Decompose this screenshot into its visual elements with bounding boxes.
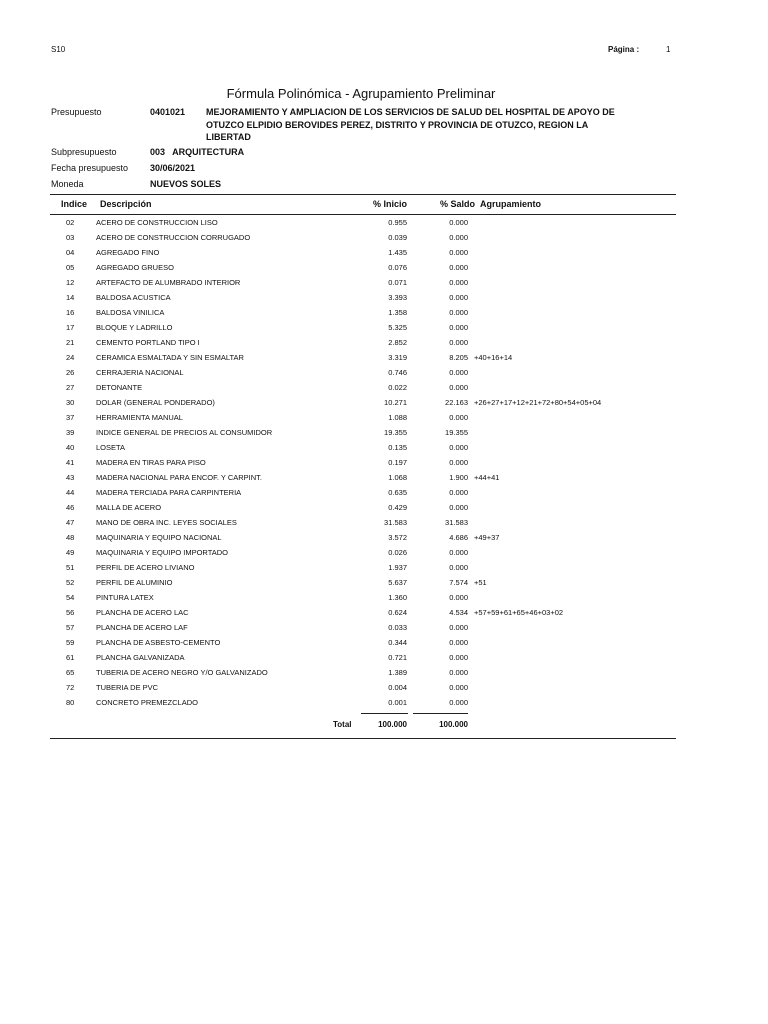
row-saldo: 7.574 (449, 578, 468, 587)
presupuesto-label: Presupuesto (51, 107, 102, 117)
row-saldo: 0.000 (449, 443, 468, 452)
col-header-saldo: % Saldo (439, 199, 475, 209)
row-saldo: 0.000 (449, 458, 468, 467)
row-descripcion: AGREGADO GRUESO (96, 263, 174, 272)
row-saldo: 0.000 (449, 338, 468, 347)
table-row (0, 606, 768, 621)
row-inicio: 0.022 (388, 383, 407, 392)
row-saldo: 8.205 (449, 353, 468, 362)
row-descripcion: BALDOSA ACUSTICA (96, 293, 171, 302)
total-inicio-rule (361, 713, 408, 714)
row-saldo: 1.900 (449, 473, 468, 482)
row-indice: 05 (66, 263, 75, 272)
row-inicio: 1.389 (388, 668, 407, 677)
row-saldo: 0.000 (449, 218, 468, 227)
row-inicio: 0.344 (388, 638, 407, 647)
row-descripcion: ACERO DE CONSTRUCCION CORRUGADO (96, 233, 251, 242)
row-saldo: 0.000 (449, 668, 468, 677)
fecha-label: Fecha presupuesto (51, 163, 129, 173)
row-descripcion: ACERO DE CONSTRUCCION LISO (96, 218, 218, 227)
table-row (0, 696, 768, 711)
row-descripcion: BALDOSA VINILICA (96, 308, 165, 317)
row-indice: 52 (66, 578, 75, 587)
table-row (0, 681, 768, 696)
row-descripcion: MAQUINARIA Y EQUIPO IMPORTADO (96, 548, 228, 557)
row-inicio: 0.955 (388, 218, 407, 227)
row-descripcion: MADERA TERCIADA PARA CARPINTERIA (96, 488, 242, 497)
row-indice: 61 (66, 653, 75, 662)
row-inicio: 5.325 (388, 323, 407, 332)
row-descripcion: PERFIL DE ALUMINIO (96, 578, 173, 587)
row-saldo: 0.000 (449, 413, 468, 422)
row-indice: 37 (66, 413, 75, 422)
table-row (0, 546, 768, 561)
table-row (0, 426, 768, 441)
table-row (0, 621, 768, 636)
fecha-value: 30/06/2021 (150, 163, 196, 173)
row-inicio: 0.026 (388, 548, 407, 557)
table-row (0, 321, 768, 336)
row-inicio: 1.358 (388, 308, 407, 317)
row-descripcion: PLANCHA DE ACERO LAF (96, 623, 188, 632)
table-row (0, 501, 768, 516)
row-descripcion: MADERA EN TIRAS PARA PISO (96, 458, 206, 467)
row-saldo: 0.000 (449, 383, 468, 392)
moneda-value: NUEVOS SOLES (150, 179, 222, 189)
row-saldo: 0.000 (449, 503, 468, 512)
subpresupuesto-value: 003 ARQUITECTURA (150, 147, 245, 157)
system-code: S10 (51, 45, 66, 54)
row-indice: 26 (66, 368, 75, 377)
table-row (0, 246, 768, 261)
row-indice: 72 (66, 683, 75, 692)
row-saldo: 0.000 (449, 698, 468, 707)
row-inicio: 3.572 (388, 533, 407, 542)
presupuesto-code: 0401021 (150, 107, 186, 117)
row-inicio: 0.429 (388, 503, 407, 512)
row-saldo: 0.000 (449, 233, 468, 242)
row-indice: 39 (66, 428, 75, 437)
row-indice: 44 (66, 488, 75, 497)
table-row (0, 381, 768, 396)
row-saldo: 0.000 (449, 308, 468, 317)
row-indice: 16 (66, 308, 75, 317)
row-saldo: 0.000 (449, 263, 468, 272)
row-indice: 03 (66, 233, 75, 242)
row-descripcion: CEMENTO PORTLAND TIPO I (96, 338, 200, 347)
row-descripcion: CONCRETO PREMEZCLADO (96, 698, 198, 707)
row-indice: 43 (66, 473, 75, 482)
table-row (0, 516, 768, 531)
row-indice: 40 (66, 443, 75, 452)
table-top-rule (50, 194, 676, 195)
row-descripcion: DOLAR (GENERAL PONDERADO) (96, 398, 215, 407)
row-indice: 30 (66, 398, 75, 407)
table-row (0, 471, 768, 486)
table-row (0, 456, 768, 471)
row-descripcion: PERFIL DE ACERO LIVIANO (96, 563, 195, 572)
row-inicio: 3.393 (388, 293, 407, 302)
row-saldo: 0.000 (449, 248, 468, 257)
moneda-label: Moneda (51, 179, 84, 189)
row-inicio: 0.001 (388, 698, 407, 707)
table-row (0, 276, 768, 291)
row-descripcion: TUBERIA DE PVC (96, 683, 159, 692)
table-row (0, 651, 768, 666)
row-indice: 12 (66, 278, 75, 287)
row-indice: 47 (66, 518, 75, 527)
row-saldo: 0.000 (449, 563, 468, 572)
row-indice: 41 (66, 458, 75, 467)
row-saldo: 0.000 (449, 548, 468, 557)
presupuesto-desc-line-1: MEJORAMIENTO Y AMPLIACION DE LOS SERVICIOS DE SALUD DEL HOSPITAL DE APOYO DE (206, 107, 615, 117)
row-descripcion: CERRAJERIA NACIONAL (96, 368, 184, 377)
row-saldo: 0.000 (449, 638, 468, 647)
table-bottom-rule (50, 738, 676, 739)
row-indice: 56 (66, 608, 75, 617)
row-saldo: 22.163 (445, 398, 468, 407)
col-header-indice: Indice (61, 199, 88, 209)
row-agrupamiento: +44+41 (474, 473, 500, 482)
row-saldo: 0.000 (449, 653, 468, 662)
row-descripcion: PINTURA LATEX (96, 593, 154, 602)
row-inicio: 31.583 (384, 518, 407, 527)
row-indice: 57 (66, 623, 75, 632)
row-inicio: 0.071 (388, 278, 407, 287)
row-descripcion: CERAMICA ESMALTADA Y SIN ESMALTAR (96, 353, 244, 362)
table-header-rule (50, 214, 676, 215)
row-inicio: 0.197 (388, 458, 407, 467)
table-row (0, 351, 768, 366)
row-inicio: 19.355 (384, 428, 407, 437)
row-agrupamiento: +40+16+14 (474, 353, 513, 362)
row-indice: 65 (66, 668, 75, 677)
row-descripcion: INDICE GENERAL DE PRECIOS AL CONSUMIDOR (96, 428, 273, 437)
row-indice: 04 (66, 248, 75, 257)
table-row (0, 261, 768, 276)
row-agrupamiento: +26+27+17+12+21+72+80+54+05+04 (474, 398, 602, 407)
row-indice: 51 (66, 563, 75, 572)
row-saldo: 4.534 (449, 608, 468, 617)
row-indice: 21 (66, 338, 75, 347)
total-inicio: 100.000 (378, 720, 407, 729)
row-saldo: 0.000 (449, 323, 468, 332)
table-row (0, 231, 768, 246)
total-saldo-rule (413, 713, 468, 714)
row-indice: 54 (66, 593, 75, 602)
subpresupuesto-label: Subpresupuesto (51, 147, 117, 157)
table-row (0, 216, 768, 231)
row-descripcion: PLANCHA GALVANIZADA (96, 653, 185, 662)
row-indice: 49 (66, 548, 75, 557)
row-indice: 24 (66, 353, 75, 362)
row-saldo: 0.000 (449, 623, 468, 632)
row-saldo: 0.000 (449, 488, 468, 497)
row-descripcion: PLANCHA DE ASBESTO-CEMENTO (96, 638, 221, 647)
table-row (0, 336, 768, 351)
row-descripcion: MANO DE OBRA INC. LEYES SOCIALES (96, 518, 237, 527)
row-saldo: 0.000 (449, 593, 468, 602)
row-descripcion: LOSETA (96, 443, 126, 452)
total-label: Total (333, 720, 352, 729)
row-agrupamiento: +51 (474, 578, 487, 587)
row-indice: 17 (66, 323, 75, 332)
row-descripcion: DETONANTE (96, 383, 143, 392)
row-descripcion: MADERA NACIONAL PARA ENCOF. Y CARPINT. (96, 473, 263, 482)
row-indice: 59 (66, 638, 75, 647)
row-saldo: 4.686 (449, 533, 468, 542)
row-agrupamiento: +49+37 (474, 533, 500, 542)
col-header-agrupamiento: Agrupamiento (480, 199, 542, 209)
table-row (0, 531, 768, 546)
row-descripcion: TUBERIA DE ACERO NEGRO Y/O GALVANIZADO (96, 668, 268, 677)
row-saldo: 0.000 (449, 278, 468, 287)
row-agrupamiento: +57+59+61+65+46+03+02 (474, 608, 564, 617)
table-row (0, 396, 768, 411)
row-descripcion: HERRAMIENTA MANUAL (96, 413, 183, 422)
table-row (0, 591, 768, 606)
row-inicio: 3.319 (388, 353, 407, 362)
col-header-descripcion: Descripción (100, 199, 152, 209)
row-inicio: 1.360 (388, 593, 407, 602)
row-saldo: 0.000 (449, 683, 468, 692)
row-inicio: 0.135 (388, 443, 407, 452)
table-row (0, 486, 768, 501)
row-saldo: 31.583 (445, 518, 468, 527)
row-inicio: 1.435 (388, 248, 407, 257)
row-inicio: 5.637 (388, 578, 407, 587)
row-indice: 14 (66, 293, 75, 302)
col-header-inicio: % Inicio (372, 199, 407, 209)
row-descripcion: BLOQUE Y LADRILLO (96, 323, 173, 332)
total-saldo: 100.000 (439, 720, 468, 729)
row-inicio: 0.004 (388, 683, 407, 692)
row-inicio: 0.721 (388, 653, 407, 662)
row-inicio: 0.039 (388, 233, 407, 242)
presupuesto-desc-line-3: LIBERTAD (206, 132, 251, 142)
table-row (0, 666, 768, 681)
row-indice: 02 (66, 218, 75, 227)
row-inicio: 0.076 (388, 263, 407, 272)
page-label: Página : (608, 45, 640, 54)
row-indice: 46 (66, 503, 75, 512)
table-row (0, 306, 768, 321)
row-indice: 27 (66, 383, 75, 392)
row-inicio: 2.852 (388, 338, 407, 347)
page-title: Fórmula Polinómica - Agrupamiento Preliminar (226, 86, 496, 101)
page-number: 1 (666, 45, 671, 54)
row-saldo: 19.355 (445, 428, 468, 437)
row-saldo: 0.000 (449, 293, 468, 302)
row-descripcion: MAQUINARIA Y EQUIPO NACIONAL (96, 533, 222, 542)
table-row (0, 291, 768, 306)
row-indice: 48 (66, 533, 75, 542)
table-row (0, 411, 768, 426)
row-saldo: 0.000 (449, 368, 468, 377)
row-descripcion: AGREGADO FINO (96, 248, 160, 257)
row-inicio: 1.088 (388, 413, 407, 422)
row-descripcion: MALLA DE ACERO (96, 503, 162, 512)
row-inicio: 10.271 (384, 398, 407, 407)
table-row (0, 441, 768, 456)
row-descripcion: PLANCHA DE ACERO LAC (96, 608, 189, 617)
row-inicio: 1.937 (388, 563, 407, 572)
row-inicio: 0.033 (388, 623, 407, 632)
table-row (0, 366, 768, 381)
row-descripcion: ARTEFACTO DE ALUMBRADO INTERIOR (96, 278, 241, 287)
table-row (0, 561, 768, 576)
table-row (0, 636, 768, 651)
row-indice: 80 (66, 698, 75, 707)
row-inicio: 0.624 (388, 608, 407, 617)
row-inicio: 1.068 (388, 473, 407, 482)
row-inicio: 0.635 (388, 488, 407, 497)
presupuesto-desc-line-2: OTUZCO ELPIDIO BEROVIDES PEREZ, DISTRITO Y PROVINCIA DE OTUZCO, REGION LA (206, 120, 589, 130)
row-inicio: 0.746 (388, 368, 407, 377)
table-row (0, 576, 768, 591)
